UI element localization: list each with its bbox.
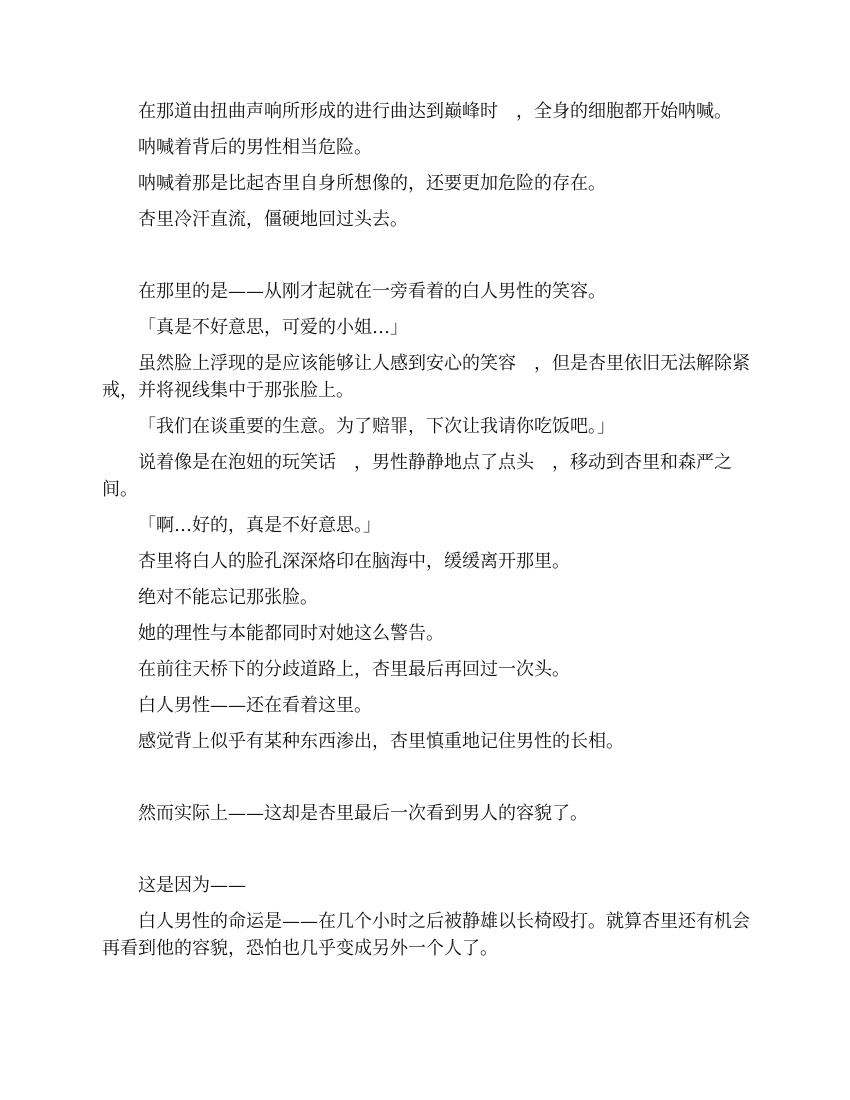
paragraph: 她的理性与本能都同时对她这么警告。 [138,623,444,644]
paragraph: 「啊…好的，真是不好意思。」 [138,515,381,536]
paragraph: 呐喊着背后的男性相当危险。 [138,137,372,158]
paragraph: 说着像是在泡妞的玩笑话 ，男性静静地点了点头 ，移动到杏里和森严之间。 [102,452,732,500]
paragraph: 虽然脸上浮现的是应该能够让人感到安心的笑容 ，但是杏里依旧无法解除紧戒，并将视线集中于那张脸上。 [102,353,750,401]
paragraph: 然而实际上——这却是杏里最后一次看到男人的容貌了。 [138,803,588,824]
section-gap [102,836,750,872]
paragraph: 在前往天桥下的分歧道路上，杏里最后再回过一次头。 [138,659,570,680]
section-gap [102,764,750,800]
section-gap [102,242,750,278]
paragraph: 感觉背上似乎有某种东西渗出，杏里慎重地记住男性的长相。 [138,731,624,752]
paragraph: 杏里冷汗直流，僵硬地回过头去。 [138,209,408,230]
paragraph: 白人男性——还在看着这里。 [138,695,372,716]
paragraph: 杏里将白人的脸孔深深烙印在脑海中，缓缓离开那里。 [138,551,570,572]
paragraph: 在那道由扭曲声响所形成的进行曲达到巅峰时 ，全身的细胞都开始呐喊。 [138,101,732,122]
paragraph: 「真是不好意思，可爱的小姐…」 [138,317,408,338]
paragraph: 呐喊着那是比起杏里自身所想像的，还要更加危险的存在。 [138,173,606,194]
document-body [102,98,750,971]
paragraph: 绝对不能忘记那张脸。 [138,587,318,608]
paragraph: 这是因为—— [138,875,246,896]
paragraph: 白人男性的命运是——在几个小时之后被静雄以长椅殴打。就算杏里还有机会再看到他的容貌，恐怕也几乎变成另外一个人了。 [102,911,750,959]
paragraph: 在那里的是——从刚才起就在一旁看着的白人男性的笑容。 [138,281,606,302]
paragraph: 「我们在谈重要的生意。为了赔罪，下次让我请你吃饭吧。」 [138,416,615,437]
